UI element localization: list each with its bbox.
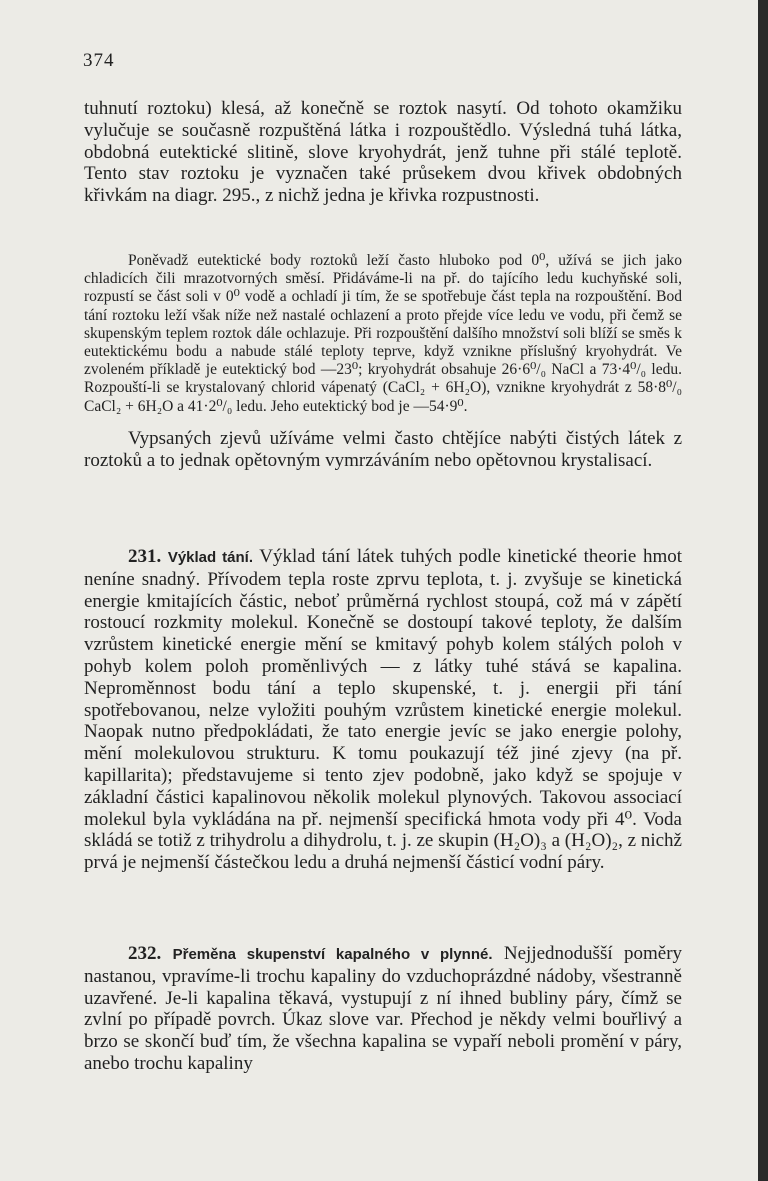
page-number: 374 — [83, 50, 115, 71]
section-231-heading: Výklad tání. — [167, 549, 254, 566]
paragraph-kryohydrat: tuhnutí roztoku) klesá, až konečně se roztok nasytí. Od tohoto okamžiku vylučuje se současně rozpuštěná látka i rozpouštědlo. Výsledná tuhá látka, obdobná eutektické slitině, slove kryohydrát, jenž tuhne při stálé teplotě. Tento stav roztoku je vyznačen také průsekem dvou křivek obdobných křivkám na diagr. 295., z nichž jedna je křivka rozpustnosti. — [84, 98, 682, 207]
paragraph-vymrzavani: Vypsaných zjevů užíváme velmi často chtějíce nabýti čistých látek z roztoků a to jednak opětovným vymrzáváním nebo opětovnou krystalisací. — [84, 428, 682, 471]
page-edge-shadow — [758, 0, 768, 1181]
section-231 — [84, 546, 682, 874]
section-232-text: Nejjednodušší poměry nastanou, vpravíme-li trochu kapaliny do vzduchoprázdné nádoby, všestranně uzavřené. Je-li kapalina těkavá, vystupují z ní ihned bubliny páry, čímž se zvlní po případě povrch. Úkaz slove var. Přechod je někdy velmi bouřlivý a brzo se skončí buď tím, že všechna kapalina se vypaří neboli promění v páry, anebo trochu kapaliny — [84, 943, 683, 1074]
section-231-text: Výklad tání látek tuhých podle kinetické theorie hmot neníne snadný. Přívodem tepla roste zprvu teplota, t. j. zvyšuje se kinetická energie kmitajících částic, neboť průměrná rychlost stoupá, což má v zápětí rostoucí rozkmity molekul. Konečně se dostoupí takové teploty, že dalším vzrůstem kinetické energie mění se kmitavý pohyb kolem stálých poloh v pohyb kolem poloh proměnlivých — z látky tuhé stává se kapalina. Neproměnnost bodu tání a teplo skupenské, t. j. energii při tání spotřebovanou, nelze vyložiti pouhým vzrůstem kinetické energie molekul. Naopak nutno předpokládati, že tato energie jevíc se jako energie polohy, mění molekulovou strukturu. K tomu poukazují též jiné zjevy (na př. kapillarita); představujeme si tento zjev podobně, jako když se spojuje v základní částici kapalinovou několik molekul plynových. Takovou associací molekul byla vykládána na př. nejmenší specifická hmota vody při 4⁰. Voda skládá se totiž z trihydrolu a dihydrolu, t. j. ze skupin (H₂O)₃ a (H₂O)₂, z nichž prvá je nejmenší částečkou ledu a druhá nejmenší částicí vodní páry. — [84, 546, 682, 874]
section-232-number: 232. — [128, 943, 162, 964]
section-231-number: 231. — [128, 546, 162, 567]
paragraph-eutektic-small: Poněvadž eutektické body roztoků leží často hluboko pod 0⁰, užívá se jich jako chladicích čili mrazotvorných směsí. Přidáváme-li na př. do tajícího ledu kuchyňské soli, rozpustí se část soli v 0⁰ vodě a ochladí ji tím, že se spotřebuje část tepla na rozpouštění. Bod tání roztoku leží však níže než nastalé ochlazení a proto přejde více ledu ve vodu, při čemž se skupenským teplem roztok dále ochlazuje. Při rozpouštění dalšího množství soli blíží se směs k eutektickému bodu a nabude stálé teploty teprve, když vznikne příslušný kryohydrát. Ve zvoleném příkladě je eutektický bod —23⁰; kryohydrát obsahuje 26·6⁰/₀ NaCl a 73·4⁰/₀ ledu. Rozpouští-li se krystalovaný chlorid vápenatý (CaCl₂ + 6H₂O), vznikne kryohydrát z 58·8⁰/₀ CaCl₂ + 6H₂O a 41·2⁰/₀ ledu. Jeho eutektický bod je —54·9⁰. — [84, 252, 682, 415]
section-232 — [84, 943, 682, 1075]
section-232-heading: Přeměna skupenství kapalného v plynné. — [172, 946, 493, 963]
